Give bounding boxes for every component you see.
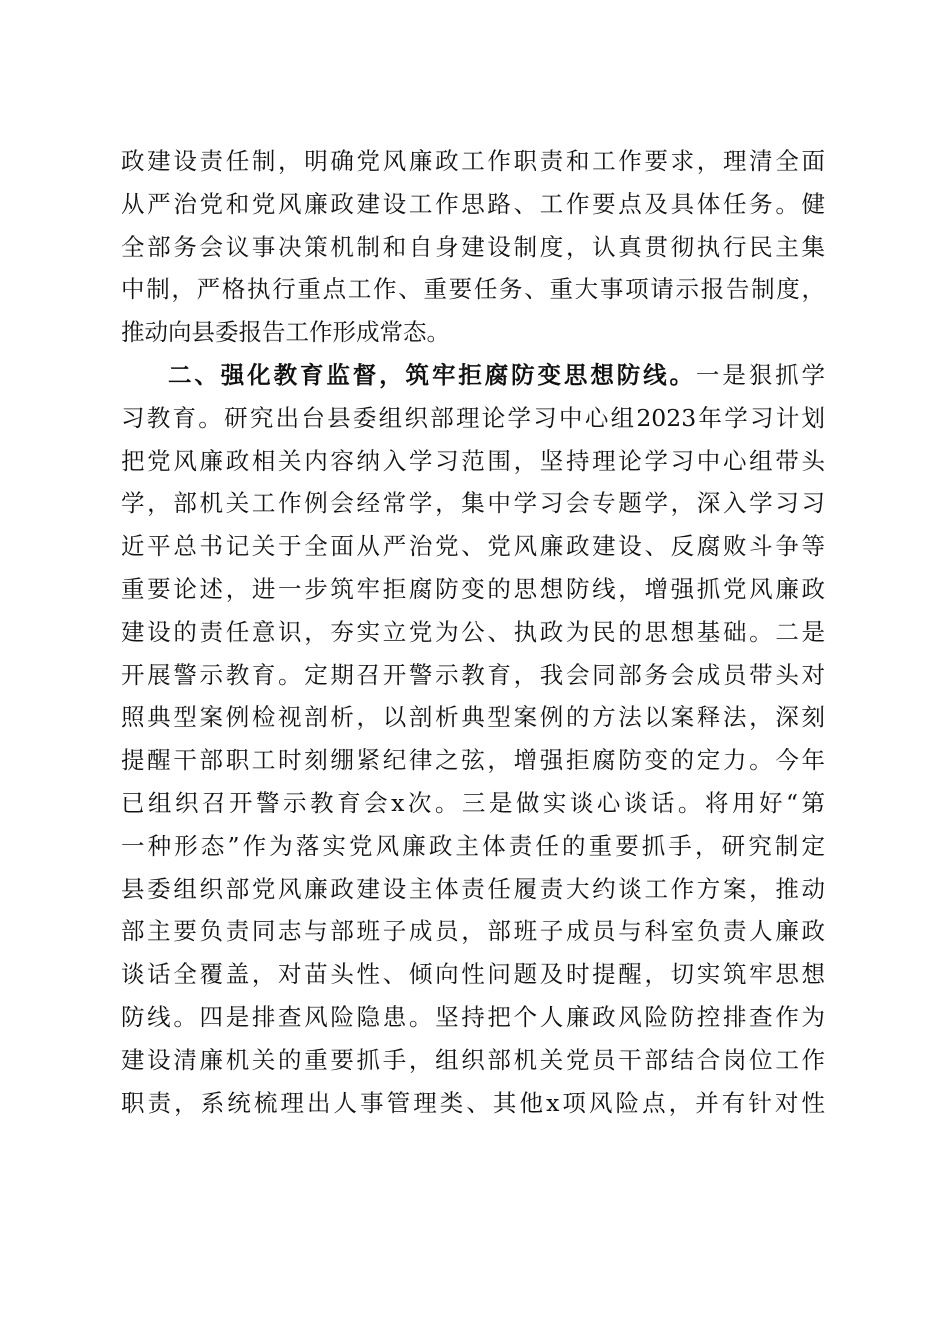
text-line: 防线。四是排查风险隐患。坚持把个人廉政风险防控排查作为 xyxy=(121,1002,825,1031)
text-line: 职责，系统梳理出人事管理类、其他x项风险点，并有针对性 xyxy=(121,1088,825,1117)
text-line: 开展警示教育。定期召开警示教育，我会同部务会成员带头对 xyxy=(121,660,825,689)
paragraph-education-supervision xyxy=(121,354,825,1124)
text-line-first xyxy=(121,354,825,397)
text-line: 照典型案例检视剖析，以剖析典型案例的方法以案释法，深刻 xyxy=(121,703,825,732)
text-line: 政建设责任制，明确党风廉政工作职责和工作要求，理清全面 xyxy=(121,147,825,175)
text-line: 从严治党和党风廉政建设工作思路、工作要点及具体任务。健 xyxy=(121,189,825,218)
text-line: 县委组织部党风廉政建设主体责任履责大约谈工作方案，推动 xyxy=(121,874,825,903)
text-line: 习教育。研究出台县委组织部理论学习中心组2023年学习计划 xyxy=(121,403,825,432)
text-line: 中制，严格执行重点工作、重要任务、重大事项请示报告制度， xyxy=(121,275,825,304)
document-body xyxy=(121,140,825,1124)
heading-line-rest: 一是狠抓学 xyxy=(695,360,826,389)
text-line: 谈话全覆盖，对苗头性、倾向性问题及时提醒，切实筑牢思想 xyxy=(121,960,825,989)
text-line: 部主要负责同志与部班子成员，部班子成员与科室负责人廉政 xyxy=(121,917,825,946)
text-line: 建设的责任意识，夯实立党为公、执政为民的思想基础。二是 xyxy=(121,617,825,646)
text-line: 学，部机关工作例会经常学，集中学习会专题学，深入学习习 xyxy=(121,489,825,518)
text-line: 已组织召开警示教育会x次。三是做实谈心谈话。将用好“第 xyxy=(121,788,825,817)
section-heading: 二、强化教育监督，筑牢拒腐防变思想防线。 xyxy=(168,360,696,389)
text-line: 近平总书记关于全面从严治党、党风廉政建设、反腐败斗争等 xyxy=(121,532,825,561)
text-line: 全部务会议事决策机制和自身建设制度，认真贯彻执行民主集 xyxy=(121,232,825,261)
text-line: 建设清廉机关的重要抓手，组织部机关党员干部结合岗位工作 xyxy=(121,1045,825,1074)
paragraph-duty-system xyxy=(121,140,825,354)
text-line: 一种形态”作为落实党风廉政主体责任的重要抓手，研究制定 xyxy=(121,831,825,860)
text-line: 把党风廉政相关内容纳入学习范围，坚持理论学习中心组带头 xyxy=(121,446,825,475)
text-line: 提醒干部职工时刻绷紧纪律之弦，增强拒腐防变的定力。今年 xyxy=(121,746,825,775)
text-line: 推动向县委报告工作形成常态。 xyxy=(121,318,450,347)
text-line: 重要论述，进一步筑牢拒腐防变的思想防线，增强抓党风廉政 xyxy=(121,574,825,603)
